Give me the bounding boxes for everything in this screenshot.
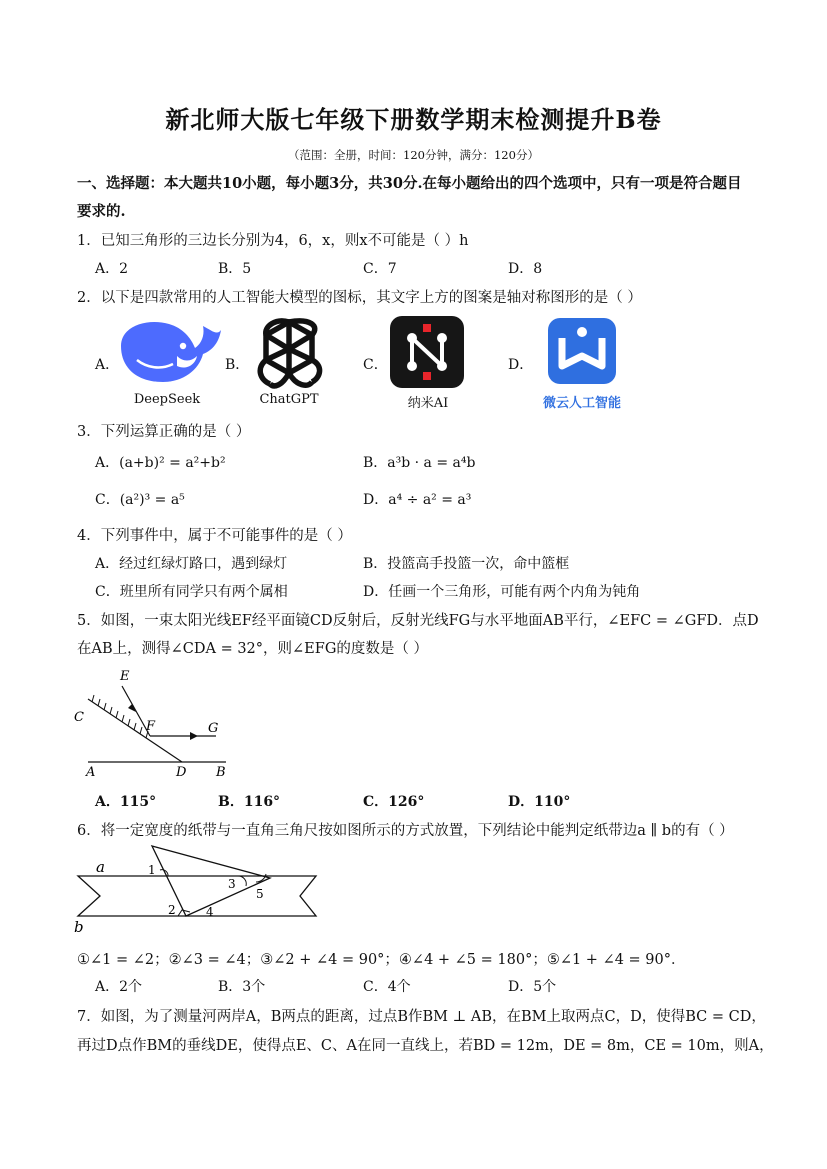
q6-option-c: C．4个 bbox=[363, 979, 411, 995]
q1-option-b: B．5 bbox=[218, 261, 252, 277]
q4-option-c: C．班里所有同学只有两个属相 bbox=[95, 584, 288, 600]
q1-stem: 1．已知三角形的三边长分别为4，6，x，则x不可能是（ ）h bbox=[77, 233, 469, 249]
q5-label-g: G bbox=[208, 721, 219, 736]
q6-label-2: 2 bbox=[168, 903, 176, 917]
weiyun-ai-icon bbox=[548, 318, 616, 384]
weiyun-ai-label: 微云人工智能 bbox=[542, 396, 621, 411]
q6-label-b: b bbox=[74, 918, 84, 936]
deepseek-label: DeepSeek bbox=[133, 392, 201, 407]
q5-option-b: B．116° bbox=[218, 794, 281, 810]
q3-option-a: A．(a+b)² = a²+b² bbox=[95, 455, 226, 471]
q2-option-b-letter: B． bbox=[225, 357, 250, 373]
q5-label-c: C bbox=[74, 710, 84, 725]
q3-option-d: D．a⁴ ÷ a² = a³ bbox=[363, 492, 472, 508]
q5-stem-line2: 在AB上，测得∠CDA = 32°，则∠EFG的度数是（ ） bbox=[77, 641, 429, 657]
nami-ai-label: 纳米AI bbox=[407, 396, 449, 411]
q4-option-d: D．任画一个三角形，可能有两个内角为钝角 bbox=[363, 584, 641, 600]
page-title: 新北师大版七年级下册数学期末检测提升B卷 bbox=[165, 105, 662, 134]
q4-option-a: A．经过红绿灯路口，遇到绿灯 bbox=[95, 556, 288, 572]
q3-option-b: B．a³b · a = a⁴b bbox=[363, 455, 476, 471]
chatgpt-knot-icon bbox=[250, 316, 328, 392]
section-heading-line1: 一、选择题：本大题共10小题，每小题3分，共30分.在每小题给出的四个选项中，只有一项是符合题目 bbox=[77, 175, 742, 192]
q5-label-d: D bbox=[176, 765, 187, 779]
q5-option-a: A．115° bbox=[95, 794, 157, 810]
q5-label-f: F bbox=[146, 719, 156, 734]
q7-stem-line2: 再过D点作BM的垂线DE，使得点E、C、A在同一直线上，若BD = 12m，DE = 8m，CE = 10m，则A， bbox=[77, 1038, 774, 1054]
q6-conditions: ①∠1 = ∠2；②∠3 = ∠4；③∠2 + ∠4 = 90°；④∠4 + ∠5 = 180°；⑤∠1 + ∠4 = 90°． bbox=[77, 952, 686, 968]
q5-label-a: A bbox=[86, 765, 96, 779]
q5-option-c: C．126° bbox=[363, 794, 425, 810]
q6-label-5: 5 bbox=[256, 887, 264, 901]
q1-option-a: A．2 bbox=[95, 261, 129, 277]
q5-stem-line1: 5．如图，一束太阳光线EF经平面镜CD反射后，反射光线FG与水平地面AB平行，∠EFC = ∠GFD．点D bbox=[77, 613, 759, 629]
q6-stem: 6．将一定宽度的纸带与一直角三角尺按如图所示的方式放置，下列结论中能判定纸带边a ∥ b的有（ ） bbox=[77, 823, 734, 839]
q6-label-1: 1 bbox=[148, 863, 156, 877]
q2-option-a-letter: A． bbox=[95, 357, 120, 373]
q6-option-d: D．5个 bbox=[508, 979, 557, 995]
q5-mirror-figure bbox=[70, 664, 240, 779]
q6-option-a: A．2个 bbox=[95, 979, 143, 995]
q2-stem: 2．以下是四款常用的人工智能大模型的图标，其文字上方的图案是轴对称图形的是（ ） bbox=[77, 290, 642, 306]
q1-option-d: D．8 bbox=[508, 261, 543, 277]
q5-label-b: B bbox=[216, 765, 226, 779]
q6-option-b: B．3个 bbox=[218, 979, 266, 995]
q1-option-c: C．7 bbox=[363, 261, 397, 277]
chatgpt-label: ChatGPT bbox=[259, 392, 319, 407]
deepseek-whale-icon bbox=[117, 316, 225, 386]
q6-label-4: 4 bbox=[206, 905, 214, 919]
q6-strip-triangle-figure bbox=[70, 840, 330, 940]
q3-option-c: C．(a²)³ = a⁵ bbox=[95, 492, 185, 508]
q2-option-d-letter: D． bbox=[508, 357, 534, 373]
q4-option-b: B．投篮高手投篮一次，命中篮框 bbox=[363, 556, 570, 572]
q6-label-a: a bbox=[96, 858, 105, 876]
page-subtitle: （范围：全册，时间：120分钟，满分：120分） bbox=[288, 148, 539, 162]
q7-stem-line1: 7．如图，为了测量河两岸A，B两点的距离，过点B作BM ⊥ AB，在BM上取两点C，D，使得BC = CD， bbox=[77, 1009, 766, 1025]
q5-label-e: E bbox=[120, 669, 130, 684]
section-heading-line2: 要求的. bbox=[77, 203, 126, 220]
q6-label-3: 3 bbox=[228, 877, 236, 891]
q5-option-d: D．110° bbox=[508, 794, 571, 810]
q2-option-c-letter: C． bbox=[363, 357, 388, 373]
nami-ai-icon bbox=[390, 316, 464, 388]
q3-stem: 3．下列运算正确的是（ ） bbox=[77, 424, 251, 440]
q4-stem: 4．下列事件中，属于不可能事件的是（ ） bbox=[77, 528, 352, 544]
